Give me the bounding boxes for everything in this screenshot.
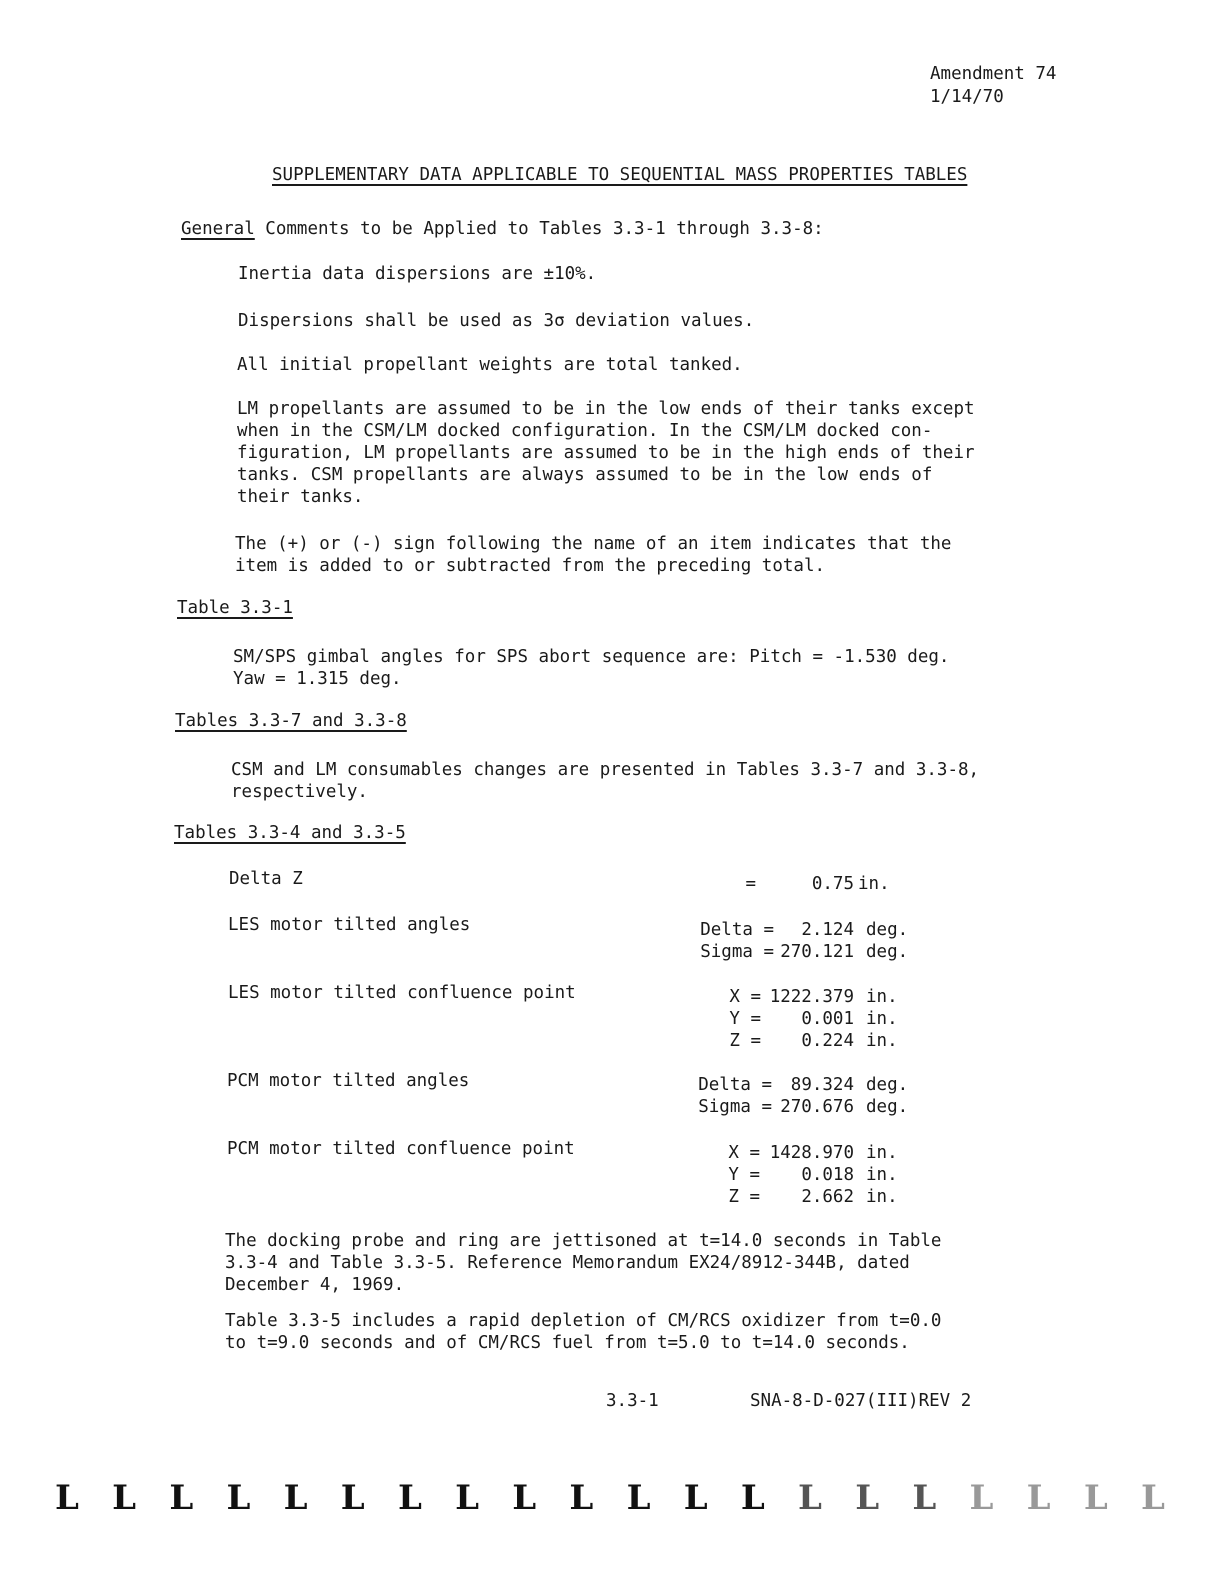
value-unit: in. bbox=[866, 1143, 898, 1163]
value-unit: deg. bbox=[866, 1097, 909, 1117]
edge-mark: L bbox=[740, 1478, 765, 1518]
edge-mark: L bbox=[569, 1478, 594, 1518]
value-unit: in. bbox=[866, 1009, 898, 1029]
row-label-les-confluence-point: LES motor tilted confluence point bbox=[228, 983, 576, 1003]
row-label-les-tilted-angles: LES motor tilted angles bbox=[228, 915, 471, 935]
value-unit: deg. bbox=[866, 1075, 909, 1095]
general-item-2: Dispersions shall be used as 3σ deviation values. bbox=[238, 311, 755, 331]
value-unit: deg. bbox=[866, 920, 909, 940]
general-heading-rest: Comments to be Applied to Tables 3.3-1 through 3.3-8: bbox=[254, 219, 824, 239]
edge-mark: L bbox=[798, 1478, 822, 1518]
row-label-delta-z: Delta Z bbox=[229, 869, 303, 889]
value-symbol: = bbox=[745, 874, 756, 894]
edge-mark: L bbox=[226, 1478, 251, 1518]
row-label-pcm-confluence-point: PCM motor tilted confluence point bbox=[227, 1139, 575, 1159]
value-number: 0.224 bbox=[801, 1031, 854, 1051]
value-number: 1428.970 bbox=[769, 1143, 854, 1163]
value-symbol: Sigma = bbox=[700, 942, 774, 962]
value-unit: in. bbox=[866, 987, 898, 1007]
value-number: 89.324 bbox=[790, 1075, 854, 1095]
amendment-date: 1/14/70 bbox=[930, 87, 1004, 107]
edge-mark: L bbox=[1140, 1478, 1165, 1518]
value-number: 0.018 bbox=[801, 1165, 854, 1185]
value-number: 0.001 bbox=[801, 1009, 854, 1029]
note-docking-probe: The docking probe and ring are jettisoned at t=14.0 seconds in Table 3.3-4 and Table 3.3-5. Reference Memorandum EX24/8912-344B, dated December 4, 1969. bbox=[225, 1231, 942, 1295]
edge-mark: L bbox=[1026, 1478, 1051, 1518]
value-symbol: Sigma = bbox=[698, 1097, 772, 1117]
edge-mark: L bbox=[1083, 1478, 1108, 1518]
value-number: 1222.379 bbox=[769, 987, 854, 1007]
page-title: SUPPLEMENTARY DATA APPLICABLE TO SEQUENTIAL MASS PROPERTIES TABLES bbox=[272, 165, 968, 185]
general-label: General bbox=[181, 219, 255, 239]
edge-marks bbox=[55, 1478, 1165, 1518]
edge-mark: L bbox=[512, 1478, 537, 1518]
edge-mark: L bbox=[169, 1478, 194, 1518]
edge-mark: L bbox=[397, 1478, 422, 1518]
tables-3-3-7-8-text: CSM and LM consumables changes are presented in Tables 3.3-7 and 3.3-8, respectively. bbox=[231, 760, 980, 802]
edge-mark: L bbox=[455, 1478, 479, 1518]
value-number: 270.121 bbox=[780, 942, 854, 962]
edge-mark: L bbox=[283, 1478, 308, 1518]
value-number: 2.662 bbox=[801, 1187, 854, 1207]
general-item-1: Inertia data dispersions are ±10%. bbox=[238, 264, 597, 284]
value-unit: deg. bbox=[866, 942, 909, 962]
row-label-pcm-tilted-angles: PCM motor tilted angles bbox=[227, 1071, 470, 1091]
value-unit: in. bbox=[858, 874, 890, 894]
value-symbol: Y = bbox=[729, 1009, 761, 1029]
value-unit: in. bbox=[866, 1187, 898, 1207]
value-number: 270.676 bbox=[780, 1097, 854, 1117]
edge-mark: L bbox=[969, 1478, 994, 1518]
value-symbol: X = bbox=[729, 987, 761, 1007]
edge-mark: L bbox=[912, 1478, 937, 1518]
value-symbol: Delta = bbox=[698, 1075, 772, 1095]
section-heading-tables-3-3-7-8: Tables 3.3-7 and 3.3-8 bbox=[175, 711, 407, 731]
general-item-4: LM propellants are assumed to be in the low ends of their tanks except when in the CSM/LM docked configuration. In the CSM/LM docked con- figuration, LM propellants are assumed to be in the high ends of their tanks. CSM propellants are always assumed to be in the low ends of their tanks. bbox=[237, 399, 975, 507]
document-id: SNA-8-D-027(III)REV 2 bbox=[750, 1391, 972, 1411]
value-symbol: Delta = bbox=[700, 920, 774, 940]
edge-mark: L bbox=[55, 1478, 79, 1518]
value-symbol: Z = bbox=[729, 1031, 761, 1051]
value-unit: in. bbox=[866, 1165, 898, 1185]
edge-mark: L bbox=[112, 1478, 137, 1518]
general-item-3: All initial propellant weights are total tanked. bbox=[237, 355, 743, 375]
value-symbol: Y = bbox=[728, 1165, 760, 1185]
amendment-label: Amendment 74 bbox=[930, 64, 1057, 84]
edge-mark: L bbox=[855, 1478, 880, 1518]
value-number: 0.75 bbox=[811, 874, 854, 894]
page-number: 3.3-1 bbox=[606, 1391, 659, 1411]
edge-mark: L bbox=[626, 1478, 651, 1518]
section-heading-tables-3-3-4-5: Tables 3.3-4 and 3.3-5 bbox=[174, 823, 406, 843]
table-3-3-1-text: SM/SPS gimbal angles for SPS abort sequence are: Pitch = -1.530 deg. Yaw = 1.315 deg. bbox=[233, 647, 950, 689]
general-item-5: The (+) or (-) sign following the name of an item indicates that the item is added to or subtracted from the preceding total. bbox=[235, 534, 952, 576]
note-rcs-depletion: Table 3.3-5 includes a rapid depletion of CM/RCS oxidizer from t=0.0 to t=9.0 seconds and of CM/RCS fuel from t=5.0 to t=14.0 seconds. bbox=[225, 1311, 942, 1353]
edge-mark: L bbox=[340, 1478, 365, 1518]
value-number: 2.124 bbox=[801, 920, 854, 940]
general-heading bbox=[181, 218, 824, 240]
value-unit: in. bbox=[866, 1031, 898, 1051]
section-heading-table-3-3-1: Table 3.3-1 bbox=[177, 598, 293, 618]
value-symbol: Z = bbox=[728, 1187, 760, 1207]
edge-mark: L bbox=[683, 1478, 708, 1518]
value-symbol: X = bbox=[728, 1143, 760, 1163]
